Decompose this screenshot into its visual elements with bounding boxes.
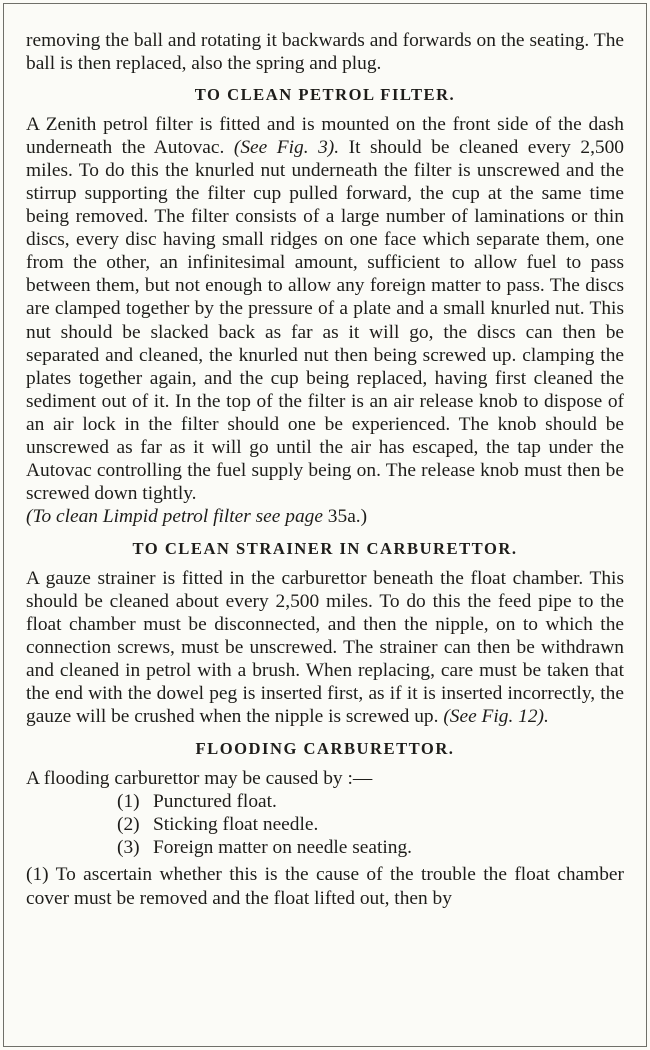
strainer-text: A gauze strainer is fitted in the carburettor beneath the float chamber. This should be cleaned about every 2,500 miles. To do this the feed pipe to the float chamber must be disconnected, and then the nipple, on to which the connection screws, must be unscrewed. The strainer can then be withdrawn and cleaned in petrol with a brush. When replacing, care must be taken that the end with the dowel peg is inserted first, as if it is inserted incorrectly, the gauze will be crushed when the nipple is screwed up.: [26, 567, 624, 728]
limpid-filter-note: [26, 505, 624, 528]
list-number: (3): [117, 837, 140, 859]
fig-12-reference: (See Fig. 12).: [443, 706, 549, 728]
list-text: Foreign matter on needle seating.: [153, 837, 412, 859]
list-text: Sticking float needle.: [153, 814, 319, 836]
list-number: (2): [117, 814, 140, 836]
strainer-paragraph: [26, 567, 624, 728]
list-item: [26, 836, 624, 859]
document-page: [26, 29, 624, 910]
petrol-filter-text-1: A Zenith petrol filter is fitted and is mounted on the front side of the dash underneath the Autovac.: [26, 114, 624, 159]
opening-paragraph: removing the ball and rotating it backwards and forwards on the seating. The ball is then replaced, also the spring and plug.: [26, 30, 624, 75]
heading-flooding-carburettor: FLOODING CARBURETTOR.: [195, 739, 455, 759]
petrol-filter-paragraph: [26, 113, 624, 505]
list-text: Punctured float.: [153, 791, 277, 813]
limpid-note-italic: (To clean Limpid petrol filter see page: [26, 505, 323, 527]
flooding-closing-paragraph: (1) To ascertain whether this is the cause of the trouble the float chamber cover must be removed and the float lifted out, then by: [26, 864, 624, 909]
heading-clean-strainer: TO CLEAN STRAINER IN CARBURETTOR.: [132, 538, 518, 558]
fig-3-reference: (See Fig. 3).: [233, 137, 340, 159]
petrol-filter-text-2: It should be cleaned every 2,500 miles. To do this the knurled nut underneath the filter is unscrewed and the stirrup supporting the filter cup pulled forward, the cup at the same time being removed. The filter consists of a large number of laminations or thin discs, every disc having small ridges on one face which separate them, one from the other, an infinitesimal amount, sufficient to allow fuel to pass between them, but not enough to allow any foreign matter to pass. The discs are clamped together by the pressure of a plate and a small knurled nut. This nut should be slacked back as far as it will go, the discs can then be separated and cleaned, the knurled nut then being screwed up. clamping the plates together again, and the cup being replaced, having first cleaned the sediment out of it. In the top of the filter is an air release knob to dispose of an air lock in the filter should one be experienced. The knob should be unscrewed as far as it will go until the air has escaped, the tap under the Autovac controlling the fuel supply being on. The release knob must then be screwed down tightly.: [26, 137, 624, 504]
heading-clean-petrol-filter: TO CLEAN PETROL FILTER.: [194, 85, 456, 105]
limpid-note-page: 35a.): [327, 505, 368, 527]
list-item: [26, 790, 624, 813]
list-item: [26, 813, 624, 836]
flooding-intro: A flooding carburettor may be caused by :—: [26, 768, 373, 790]
flooding-causes-list: [26, 790, 624, 859]
list-number: (1): [117, 791, 140, 813]
